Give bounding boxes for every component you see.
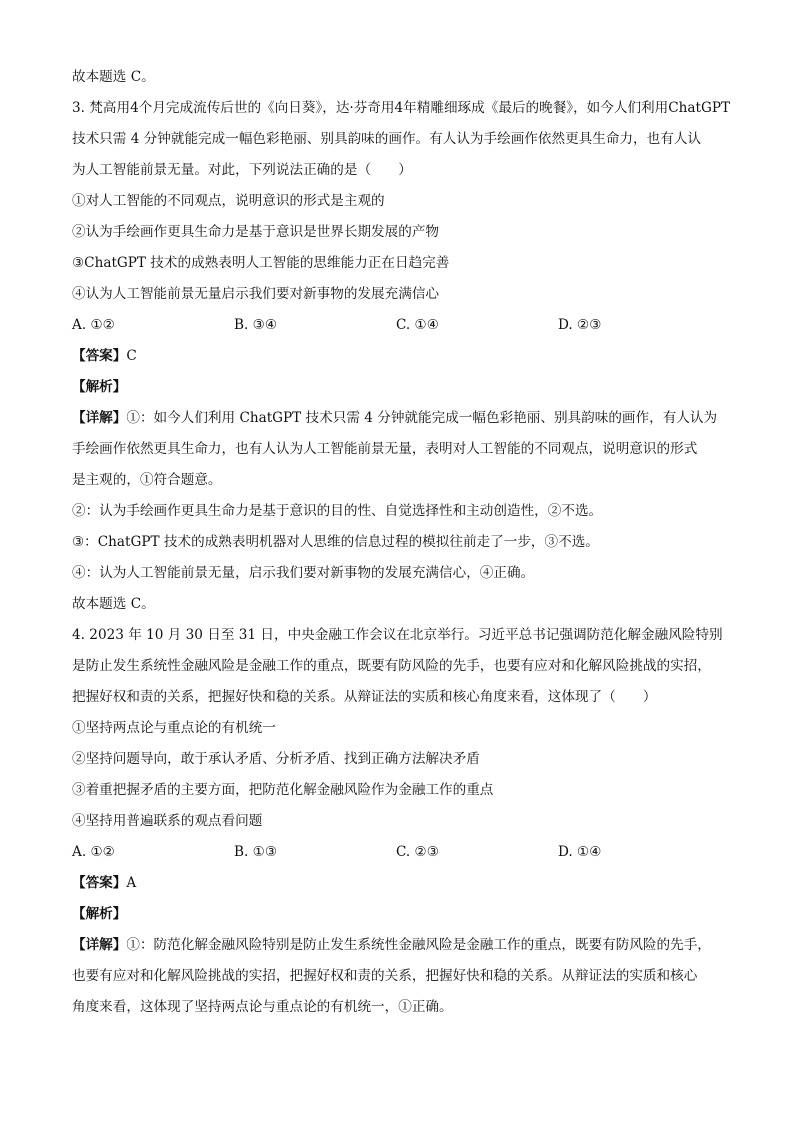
answer-value: C bbox=[126, 348, 137, 364]
answer-line bbox=[72, 868, 732, 899]
text-line: 把握好权和责的关系，把握好快和稳的关系。从辩证法的实质和核心角度来看，这体现了（ ） bbox=[72, 689, 657, 705]
detail-line: 角度来看，这体现了坚持两点论与重点论的有机统一，①正确。 bbox=[72, 999, 453, 1015]
statement-1: ①对人工智能的不同观点，说明意识的形式是主观的 bbox=[72, 193, 385, 209]
statement-1: ①坚持两点论与重点论的有机统一 bbox=[72, 720, 276, 736]
conclusion-line: 故本题选 C。 bbox=[72, 596, 155, 612]
answer-tag: 【答案】 bbox=[72, 875, 127, 891]
detail-line: 也要有应对和化解风险挑战的实招，把握好权和责的关系，把握好快和稳的关系。从辩证法的实质和核心 bbox=[72, 968, 698, 984]
statement-2: ②坚持问题导向，敢于承认矛盾、分析矛盾、找到正确方法解决矛盾 bbox=[72, 751, 480, 767]
analysis-line bbox=[72, 899, 732, 930]
question-4-stem: 4. 2023 年 10 月 30 日至 31 日，中央金融工作会议在北京举行。习近平总书记强调防范化解金融风险特别 bbox=[72, 627, 723, 643]
detail-line: ②：认为手绘画作更具生命力是基于意识的目的性、自觉选择性和主动创造性，②不选。 bbox=[72, 503, 603, 519]
detail-line bbox=[72, 403, 732, 434]
option-c: C. ②③ bbox=[396, 844, 439, 860]
detail-tag: 【详解】 bbox=[72, 410, 127, 426]
statement-3: ③着重把握矛盾的主要方面，把防范化解金融风险作为金融工作的重点 bbox=[72, 782, 494, 798]
option-d: D. ②③ bbox=[558, 317, 602, 333]
text-line: 是防止发生系统性金融风险是金融工作的重点，既要有防风险的先手，也要有应对和化解风险挑战的实招， bbox=[72, 658, 711, 674]
detail-line: ③：ChatGPT 技术的成熟表明机器对人思维的信息过程的模拟往前走了一步，③不选。 bbox=[72, 534, 599, 550]
answer-tag: 【答案】 bbox=[72, 348, 127, 364]
answer-line bbox=[72, 341, 732, 372]
detail-line bbox=[72, 930, 732, 961]
statement-4: ④坚持用普遍联系的观点看问题 bbox=[72, 813, 263, 829]
option-b: B. ③④ bbox=[234, 317, 278, 333]
analysis-tag: 【解析】 bbox=[72, 379, 127, 395]
analysis-line bbox=[72, 372, 732, 403]
question-4-options bbox=[72, 837, 732, 868]
option-a: A. ①② bbox=[72, 844, 115, 860]
document-page bbox=[72, 62, 732, 1023]
detail-line: ④：认为人工智能前景无量，启示我们要对新事物的发展充满信心，④正确。 bbox=[72, 565, 535, 581]
detail-line: 手绘画作依然更具生命力，也有人认为人工智能前景无量，表明对人工智能的不同观点，说明意识的形式 bbox=[72, 441, 698, 457]
text-line: 故本题选 C。 bbox=[72, 69, 155, 85]
answer-value: A bbox=[126, 875, 137, 891]
text-line: 为人工智能前景无量。对此，下列说法正确的是（ ） bbox=[72, 162, 412, 178]
detail-line: 是主观的，①符合题意。 bbox=[72, 472, 222, 488]
statement-2: ②认为手绘画作更具生命力是基于意识是世界长期发展的产物 bbox=[72, 224, 440, 240]
option-b: B. ①③ bbox=[234, 844, 278, 860]
statement-3: ③ChatGPT 技术的成熟表明人工智能的思维能力正在日趋完善 bbox=[72, 255, 450, 271]
option-c: C. ①④ bbox=[396, 317, 439, 333]
detail-text: ①：防范化解金融风险特别是防止发生系统性金融风险是金融工作的重点，既要有防风险的先手， bbox=[126, 937, 711, 953]
detail-tag: 【详解】 bbox=[72, 937, 127, 953]
text-line: 技术只需 4 分钟就能完成一幅色彩艳丽、别具韵味的画作。有人认为手绘画作依然更具生命力，也有人认 bbox=[72, 131, 702, 147]
question-3-stem: 3. 梵高用4个月完成流传后世的《向日葵》，达·芬奇用4年精雕细琢成《最后的晚餐》，如今人们利用ChatGPT bbox=[72, 100, 731, 116]
analysis-tag: 【解析】 bbox=[72, 906, 127, 922]
detail-text: ①：如今人们利用 ChatGPT 技术只需 4 分钟就能完成一幅色彩艳丽、别具韵味的画作，有人认为 bbox=[126, 410, 718, 426]
option-d: D. ①④ bbox=[558, 844, 602, 860]
statement-4: ④认为人工智能前景无量启示我们要对新事物的发展充满信心 bbox=[72, 286, 440, 302]
question-3-options bbox=[72, 310, 732, 341]
option-a: A. ①② bbox=[72, 317, 115, 333]
